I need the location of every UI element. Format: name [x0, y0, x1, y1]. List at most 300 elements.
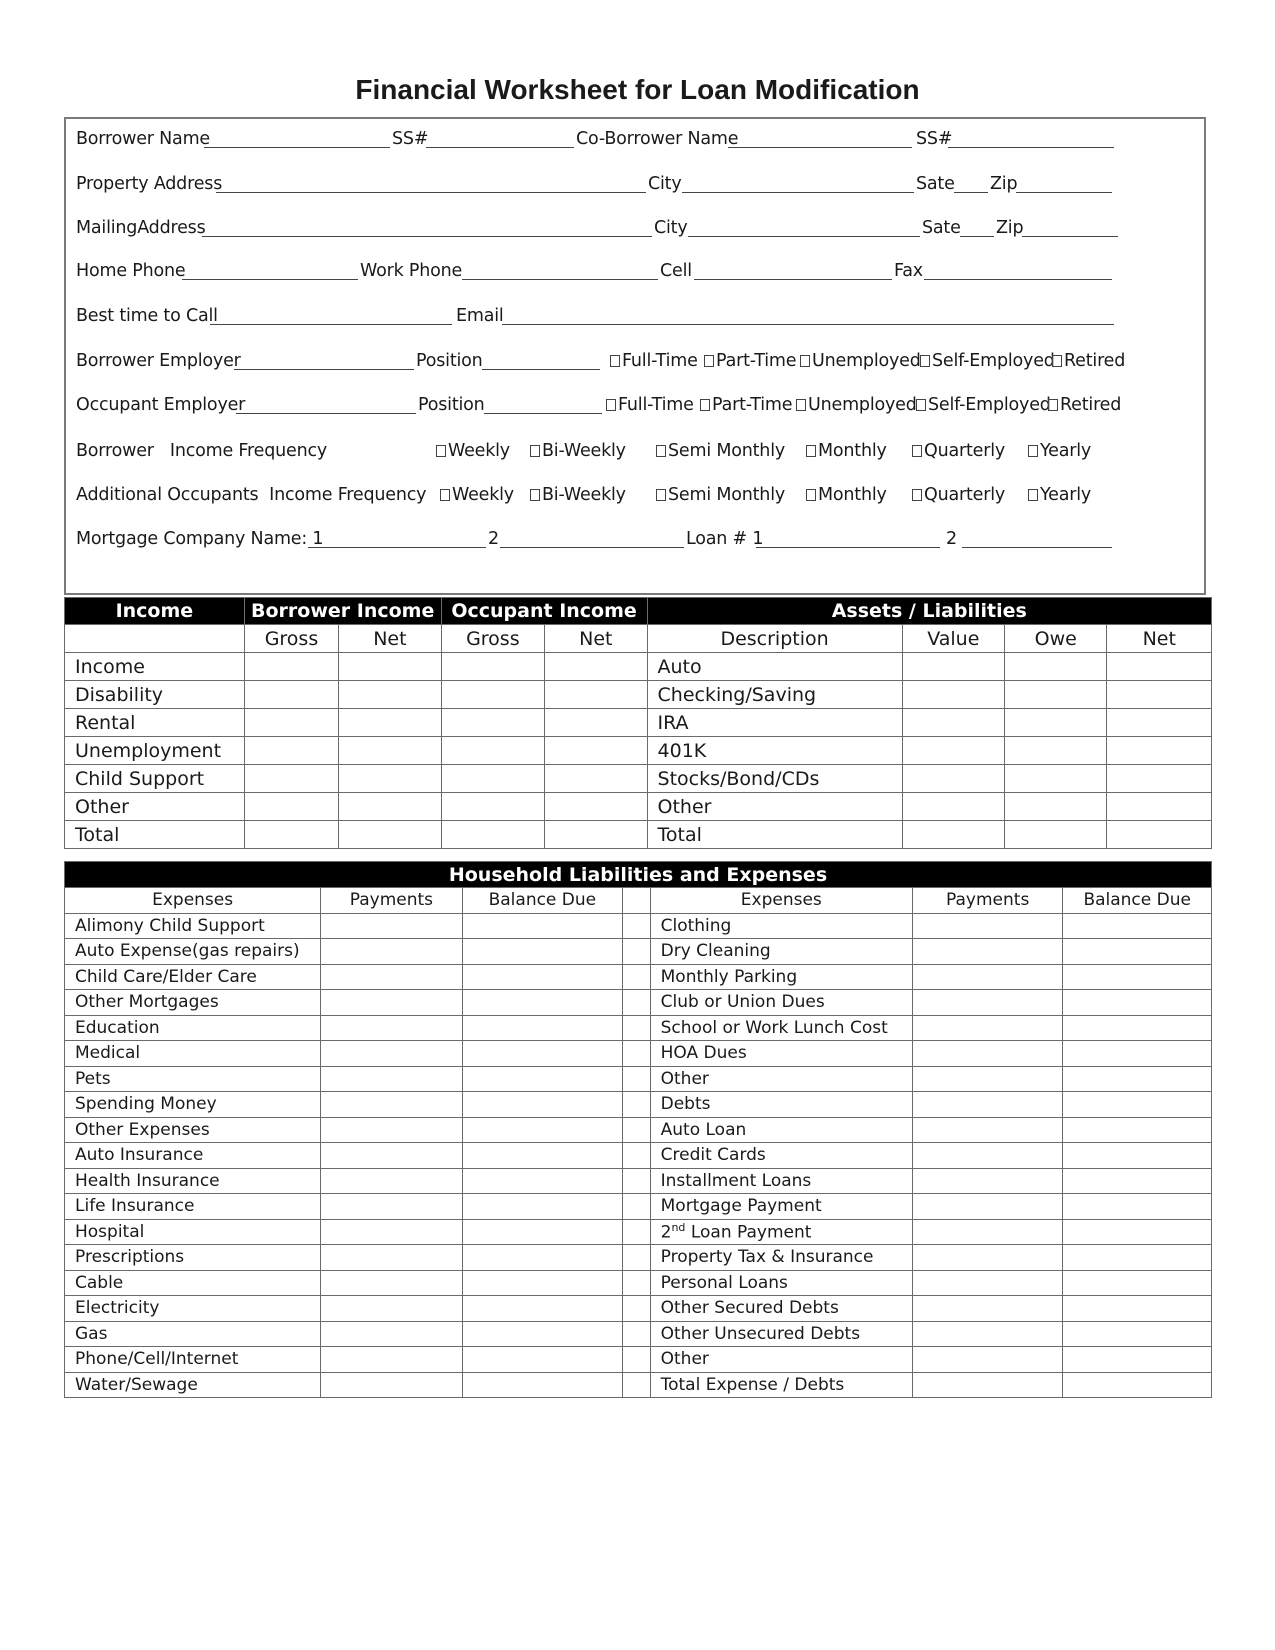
- payment-cell[interactable]: [912, 1347, 1062, 1373]
- table-row: [65, 990, 1212, 1016]
- payment-cell[interactable]: [321, 1219, 462, 1245]
- balance-due-cell[interactable]: [1063, 1041, 1212, 1067]
- balance-due-cell[interactable]: [1063, 1245, 1212, 1271]
- balance-due-cell[interactable]: [462, 1092, 623, 1118]
- income-value-cell[interactable]: [244, 709, 338, 737]
- checkbox-icon: [440, 489, 450, 501]
- expense-row-label: Personal Loans: [650, 1270, 912, 1296]
- income-row-label: Rental: [65, 709, 245, 737]
- asset-value-cell[interactable]: [1107, 681, 1212, 709]
- income-value-cell[interactable]: [545, 681, 647, 709]
- borrower-frequency-row: [76, 441, 1194, 467]
- income-value-cell[interactable]: [244, 681, 338, 709]
- balance-due-cell[interactable]: [1063, 1143, 1212, 1169]
- table-row: [65, 1143, 1212, 1169]
- borrower-quarterly-option[interactable]: Quarterly: [912, 441, 1005, 461]
- borrower-monthly-option[interactable]: Monthly: [806, 441, 887, 461]
- balance-due-cell[interactable]: [462, 1015, 623, 1041]
- expenses-subheader-row: [65, 888, 1212, 914]
- asset-row-label: Auto: [647, 653, 902, 681]
- balance-due-cell[interactable]: [462, 1347, 623, 1373]
- mortgage-company-2-label: 2: [488, 529, 499, 549]
- table-row: [65, 1015, 1212, 1041]
- co-ss-label: SS#: [916, 129, 953, 149]
- checkbox-icon: [530, 489, 540, 501]
- payment-cell[interactable]: [912, 1296, 1062, 1322]
- checkbox-icon: [1028, 445, 1038, 457]
- loan-number-2-label: 2: [946, 529, 957, 549]
- income-value-cell[interactable]: [339, 709, 441, 737]
- expense-row-label: Other Secured Debts: [650, 1296, 912, 1322]
- ss-label: SS#: [392, 129, 429, 149]
- payment-cell[interactable]: [321, 1015, 462, 1041]
- income-value-cell[interactable]: [545, 653, 647, 681]
- balance-due-cell[interactable]: [462, 1194, 623, 1220]
- balance-due-cell[interactable]: [1063, 964, 1212, 990]
- payment-cell[interactable]: [912, 1270, 1062, 1296]
- balance-due-cell[interactable]: [462, 1168, 623, 1194]
- balance-due-cell[interactable]: [1063, 1347, 1212, 1373]
- income-subheader-row: [65, 625, 1212, 653]
- expense-row-label: Gas: [65, 1321, 321, 1347]
- asset-value-cell[interactable]: [1005, 765, 1107, 793]
- payment-cell[interactable]: [912, 964, 1062, 990]
- income-value-cell[interactable]: [244, 793, 338, 821]
- balance-due-cell[interactable]: [462, 1219, 623, 1245]
- payment-cell[interactable]: [912, 1092, 1062, 1118]
- income-value-cell[interactable]: [339, 793, 441, 821]
- asset-value-cell[interactable]: [1005, 793, 1107, 821]
- table-row: [65, 939, 1212, 965]
- borrower-biweekly-option[interactable]: Bi-Weekly: [530, 441, 626, 461]
- co-borrower-name-label: Co-Borrower Name: [576, 129, 739, 149]
- balance-due-cell[interactable]: [462, 1143, 623, 1169]
- home-phone-label: Home Phone: [76, 261, 186, 281]
- table-row: [65, 765, 1212, 793]
- checkbox-icon: [916, 399, 926, 411]
- payment-cell[interactable]: [912, 913, 1062, 939]
- checkbox-icon: [806, 445, 816, 457]
- income-value-cell[interactable]: [244, 653, 338, 681]
- payment-cell[interactable]: [321, 1194, 462, 1220]
- co-borrower-name-field[interactable]: [728, 129, 912, 148]
- col-header: Description: [647, 625, 902, 653]
- fax-field[interactable]: [924, 261, 1112, 280]
- borrower-employer-label: Borrower Employer: [76, 351, 241, 371]
- borrower-weekly-option[interactable]: Weekly: [436, 441, 510, 461]
- income-value-cell[interactable]: [339, 765, 441, 793]
- occupant-unemployed-option[interactable]: Unemployed: [796, 395, 917, 415]
- expenses-title: Household Liabilities and Expenses: [65, 862, 1212, 888]
- occupant-position-field[interactable]: [484, 395, 602, 414]
- income-value-cell[interactable]: [339, 653, 441, 681]
- best-time-label: Best time to Call: [76, 306, 218, 326]
- table-row: [65, 1245, 1212, 1271]
- asset-row-label: Stocks/Bond/CDs: [647, 765, 902, 793]
- checkbox-icon: [1052, 355, 1062, 367]
- mortgage-company-row: [76, 529, 1194, 555]
- income-row-label: Other: [65, 793, 245, 821]
- income-assets-table: [64, 597, 1212, 849]
- asset-value-cell[interactable]: [1107, 793, 1212, 821]
- income-header-row: [65, 598, 1212, 625]
- balance-due-cell[interactable]: [1063, 1296, 1212, 1322]
- occupant-monthly-option[interactable]: Monthly: [806, 485, 887, 505]
- spacer-cell: [623, 1041, 650, 1067]
- checkbox-icon: [1028, 489, 1038, 501]
- payment-cell[interactable]: [321, 1092, 462, 1118]
- loan-number-1-field[interactable]: [756, 529, 940, 548]
- asset-value-cell[interactable]: [1005, 681, 1107, 709]
- occupant-selfemployed-option[interactable]: Self-Employed: [916, 395, 1051, 415]
- expense-row-label: Club or Union Dues: [650, 990, 912, 1016]
- income-value-cell[interactable]: [441, 737, 544, 765]
- occupant-employer-row: [76, 395, 1194, 421]
- payment-cell[interactable]: [321, 1270, 462, 1296]
- property-zip-field[interactable]: [1016, 174, 1112, 193]
- income-row-label: Income: [65, 653, 245, 681]
- best-time-field[interactable]: [210, 306, 452, 325]
- income-row-label: Total: [65, 821, 245, 849]
- payment-cell[interactable]: [912, 1245, 1062, 1271]
- borrower-yearly-option[interactable]: Yearly: [1028, 441, 1091, 461]
- table-row: [65, 1270, 1212, 1296]
- email-label: Email: [456, 306, 504, 326]
- asset-value-cell[interactable]: [1107, 653, 1212, 681]
- payment-cell[interactable]: [912, 990, 1062, 1016]
- payment-cell[interactable]: [912, 1143, 1062, 1169]
- occupant-biweekly-option[interactable]: Bi-Weekly: [530, 485, 626, 505]
- spacer-cell: [623, 939, 650, 965]
- asset-value-cell[interactable]: [1005, 709, 1107, 737]
- checkbox-icon: [610, 355, 620, 367]
- ss-field[interactable]: [426, 129, 574, 148]
- balance-due-cell[interactable]: [1063, 913, 1212, 939]
- borrower-fulltime-option[interactable]: Full-Time: [610, 351, 698, 371]
- income-value-cell[interactable]: [339, 821, 441, 849]
- balance-due-cell[interactable]: [1063, 1372, 1212, 1398]
- borrower-position-field[interactable]: [482, 351, 600, 370]
- household-expenses-table: [64, 861, 1212, 1398]
- income-value-cell[interactable]: [244, 765, 338, 793]
- payment-cell[interactable]: [912, 1372, 1062, 1398]
- checkbox-icon: [704, 355, 714, 367]
- payment-cell[interactable]: [321, 1041, 462, 1067]
- table-row: [65, 793, 1212, 821]
- balance-due-cell[interactable]: [462, 1245, 623, 1271]
- property-state-label: Sate: [916, 174, 955, 194]
- col-header: Expenses: [65, 888, 321, 914]
- table-row: [65, 709, 1212, 737]
- balance-due-cell[interactable]: [1063, 939, 1212, 965]
- payment-cell[interactable]: [912, 1194, 1062, 1220]
- balance-due-cell[interactable]: [1063, 1066, 1212, 1092]
- expense-row-label: Cable: [65, 1270, 321, 1296]
- balance-due-cell[interactable]: [462, 1066, 623, 1092]
- balance-due-cell[interactable]: [462, 1372, 623, 1398]
- expense-row-label: Health Insurance: [65, 1168, 321, 1194]
- occupant-parttime-option[interactable]: Part-Time: [700, 395, 792, 415]
- occupant-employer-label: Occupant Employer: [76, 395, 246, 415]
- expense-row-label: Auto Insurance: [65, 1143, 321, 1169]
- col-header: Balance Due: [1063, 888, 1212, 914]
- balance-due-cell[interactable]: [1063, 990, 1212, 1016]
- asset-value-cell[interactable]: [902, 821, 1004, 849]
- expense-row-label: School or Work Lunch Cost: [650, 1015, 912, 1041]
- asset-value-cell[interactable]: [1005, 821, 1107, 849]
- asset-value-cell[interactable]: [902, 709, 1004, 737]
- asset-value-cell[interactable]: [1005, 653, 1107, 681]
- mailing-city-field[interactable]: [688, 218, 920, 237]
- asset-row-label: Total: [647, 821, 902, 849]
- checkbox-icon: [700, 399, 710, 411]
- income-value-cell[interactable]: [545, 709, 647, 737]
- income-value-cell[interactable]: [441, 653, 544, 681]
- borrower-employer-field[interactable]: [234, 351, 414, 370]
- page-title: Financial Worksheet for Loan Modification: [355, 74, 920, 105]
- expense-row-label: Phone/Cell/Internet: [65, 1347, 321, 1373]
- income-value-cell[interactable]: [441, 821, 544, 849]
- col-header: Value: [902, 625, 1004, 653]
- income-value-cell[interactable]: [545, 793, 647, 821]
- income-row-label: Unemployment: [65, 737, 245, 765]
- balance-due-cell[interactable]: [1063, 1015, 1212, 1041]
- occupant-employer-field[interactable]: [236, 395, 416, 414]
- occupant-fulltime-option[interactable]: Full-Time: [606, 395, 694, 415]
- spacer-cell: [623, 1321, 650, 1347]
- expense-row-label: Electricity: [65, 1296, 321, 1322]
- borrower-retired-option[interactable]: Retired: [1052, 351, 1125, 371]
- balance-due-cell[interactable]: [462, 913, 623, 939]
- table-row: [65, 1092, 1212, 1118]
- occupant-frequency-label: Additional Occupants Income Frequency: [76, 485, 427, 505]
- expense-row-label: Auto Loan: [650, 1117, 912, 1143]
- balance-due-cell[interactable]: [1063, 1219, 1212, 1245]
- asset-value-cell[interactable]: [1005, 737, 1107, 765]
- income-row-label: Disability: [65, 681, 245, 709]
- payment-cell[interactable]: [321, 1245, 462, 1271]
- checkbox-icon: [1048, 399, 1058, 411]
- spacer-cell: [623, 1066, 650, 1092]
- balance-due-cell[interactable]: [462, 1296, 623, 1322]
- expense-row-label: Education: [65, 1015, 321, 1041]
- borrower-name-row: [76, 129, 1194, 155]
- payment-cell[interactable]: [321, 964, 462, 990]
- asset-value-cell[interactable]: [902, 793, 1004, 821]
- income-value-cell[interactable]: [441, 765, 544, 793]
- balance-due-cell[interactable]: [1063, 1194, 1212, 1220]
- spacer-cell: [623, 990, 650, 1016]
- property-city-field[interactable]: [682, 174, 914, 193]
- payment-cell[interactable]: [912, 1219, 1062, 1245]
- table-row: [65, 681, 1212, 709]
- mailing-state-field[interactable]: [960, 218, 994, 237]
- payment-cell[interactable]: [321, 1321, 462, 1347]
- borrower-selfemployed-option[interactable]: Self-Employed: [920, 351, 1055, 371]
- occupant-position-label: Position: [418, 395, 485, 415]
- income-header: Income: [65, 598, 245, 625]
- asset-row-label: IRA: [647, 709, 902, 737]
- occupant-quarterly-option[interactable]: Quarterly: [912, 485, 1005, 505]
- payment-cell[interactable]: [321, 939, 462, 965]
- col-header: Expenses: [650, 888, 912, 914]
- table-row: [65, 737, 1212, 765]
- payment-cell[interactable]: [912, 1321, 1062, 1347]
- asset-value-cell[interactable]: [902, 681, 1004, 709]
- spacer-cell: [623, 1245, 650, 1271]
- income-value-cell[interactable]: [545, 737, 647, 765]
- payment-cell[interactable]: [912, 1041, 1062, 1067]
- borrower-parttime-option[interactable]: Part-Time: [704, 351, 796, 371]
- spacer-cell: [623, 1219, 650, 1245]
- mailing-zip-field[interactable]: [1022, 218, 1118, 237]
- asset-value-cell[interactable]: [1107, 821, 1212, 849]
- col-header: Payments: [912, 888, 1062, 914]
- phone-row: [76, 261, 1194, 287]
- col-header: Net: [1107, 625, 1212, 653]
- balance-due-cell[interactable]: [462, 1321, 623, 1347]
- email-field[interactable]: [502, 306, 1114, 325]
- cell-field[interactable]: [694, 261, 892, 280]
- payment-cell[interactable]: [912, 939, 1062, 965]
- table-row: [65, 964, 1212, 990]
- payment-cell[interactable]: [321, 1066, 462, 1092]
- expense-row-label: Credit Cards: [650, 1143, 912, 1169]
- co-ss-field[interactable]: [948, 129, 1114, 148]
- payment-cell[interactable]: [912, 1066, 1062, 1092]
- borrower-unemployed-option[interactable]: Unemployed: [800, 351, 921, 371]
- expense-row-label: Spending Money: [65, 1092, 321, 1118]
- table-row: [65, 1117, 1212, 1143]
- income-value-cell[interactable]: [244, 737, 338, 765]
- asset-value-cell[interactable]: [1107, 765, 1212, 793]
- payment-cell[interactable]: [321, 1296, 462, 1322]
- expense-row-label: Prescriptions: [65, 1245, 321, 1271]
- payment-cell[interactable]: [912, 1117, 1062, 1143]
- expense-row-label: Installment Loans: [650, 1168, 912, 1194]
- balance-due-cell[interactable]: [462, 1117, 623, 1143]
- checkbox-icon: [912, 445, 922, 457]
- payment-cell[interactable]: [321, 913, 462, 939]
- mortgage-company-1-field[interactable]: [308, 529, 486, 548]
- checkbox-icon: [806, 489, 816, 501]
- checkbox-icon: [606, 399, 616, 411]
- balance-due-cell[interactable]: [462, 1041, 623, 1067]
- borrower-semimonthly-option[interactable]: Semi Monthly: [656, 441, 785, 461]
- spacer-cell: [623, 1092, 650, 1118]
- mailing-address-row: [76, 218, 1194, 244]
- occupant-retired-option[interactable]: Retired: [1048, 395, 1121, 415]
- income-row-label: Child Support: [65, 765, 245, 793]
- occupant-semimonthly-option[interactable]: Semi Monthly: [656, 485, 785, 505]
- table-row: [65, 1041, 1212, 1067]
- payment-cell[interactable]: [321, 990, 462, 1016]
- payment-cell[interactable]: [321, 1347, 462, 1373]
- col-header: Gross: [244, 625, 338, 653]
- property-state-field[interactable]: [954, 174, 988, 193]
- payment-cell[interactable]: [321, 1372, 462, 1398]
- occupant-yearly-option[interactable]: Yearly: [1028, 485, 1091, 505]
- occupant-weekly-option[interactable]: Weekly: [440, 485, 514, 505]
- payment-cell[interactable]: [912, 1168, 1062, 1194]
- payment-cell[interactable]: [321, 1168, 462, 1194]
- mailing-zip-label: Zip: [996, 218, 1024, 238]
- property-city-label: City: [648, 174, 682, 194]
- balance-due-cell[interactable]: [1063, 1321, 1212, 1347]
- table-row: [65, 913, 1212, 939]
- col-header: Net: [339, 625, 441, 653]
- loan-number-label: Loan # 1: [686, 529, 764, 549]
- income-value-cell[interactable]: [441, 709, 544, 737]
- expense-row-label: Other: [650, 1066, 912, 1092]
- table-row: [65, 1194, 1212, 1220]
- occupant-frequency-row: [76, 485, 1194, 511]
- table-row: [65, 1321, 1212, 1347]
- mailing-address-field[interactable]: [202, 218, 652, 237]
- table-row: [65, 1219, 1212, 1245]
- expense-row-label: Other Mortgages: [65, 990, 321, 1016]
- loan-number-2-field[interactable]: [962, 529, 1112, 548]
- borrower-name-field[interactable]: [204, 129, 390, 148]
- balance-due-cell[interactable]: [1063, 1168, 1212, 1194]
- asset-value-cell[interactable]: [902, 653, 1004, 681]
- col-header: Gross: [441, 625, 544, 653]
- checkbox-icon: [436, 445, 446, 457]
- balance-due-cell[interactable]: [1063, 1117, 1212, 1143]
- asset-row-label: Checking/Saving: [647, 681, 902, 709]
- asset-value-cell[interactable]: [1107, 709, 1212, 737]
- income-value-cell[interactable]: [545, 821, 647, 849]
- payment-cell[interactable]: [321, 1143, 462, 1169]
- balance-due-cell[interactable]: [462, 1270, 623, 1296]
- balance-due-cell[interactable]: [1063, 1092, 1212, 1118]
- table-row: [65, 653, 1212, 681]
- balance-due-cell[interactable]: [462, 939, 623, 965]
- income-value-cell[interactable]: [441, 793, 544, 821]
- checkbox-icon: [656, 445, 666, 457]
- table-row: [65, 1066, 1212, 1092]
- checkbox-icon: [530, 445, 540, 457]
- income-value-cell[interactable]: [545, 765, 647, 793]
- borrower-frequency-label: Borrower Income Frequency: [76, 441, 328, 461]
- balance-due-cell[interactable]: [462, 990, 623, 1016]
- payment-cell[interactable]: [912, 1015, 1062, 1041]
- income-value-cell[interactable]: [339, 681, 441, 709]
- income-value-cell[interactable]: [441, 681, 544, 709]
- payment-cell[interactable]: [321, 1117, 462, 1143]
- contact-row: [76, 306, 1194, 332]
- income-value-cell[interactable]: [339, 737, 441, 765]
- work-phone-field[interactable]: [462, 261, 658, 280]
- expense-row-label: Total Expense / Debts: [650, 1372, 912, 1398]
- expense-row-label: Pets: [65, 1066, 321, 1092]
- spacer-cell: [623, 1296, 650, 1322]
- work-phone-label: Work Phone: [360, 261, 463, 281]
- table-row: [65, 1168, 1212, 1194]
- balance-due-cell[interactable]: [462, 964, 623, 990]
- asset-value-cell[interactable]: [1107, 737, 1212, 765]
- balance-due-cell[interactable]: [1063, 1270, 1212, 1296]
- home-phone-field[interactable]: [182, 261, 358, 280]
- fax-label: Fax: [894, 261, 923, 281]
- spacer-cell: [623, 888, 650, 914]
- asset-value-cell[interactable]: [902, 737, 1004, 765]
- income-value-cell[interactable]: [244, 821, 338, 849]
- asset-value-cell[interactable]: [902, 765, 1004, 793]
- mortgage-company-2-field[interactable]: [500, 529, 684, 548]
- property-address-field[interactable]: [216, 174, 646, 193]
- borrower-employer-row: [76, 351, 1194, 377]
